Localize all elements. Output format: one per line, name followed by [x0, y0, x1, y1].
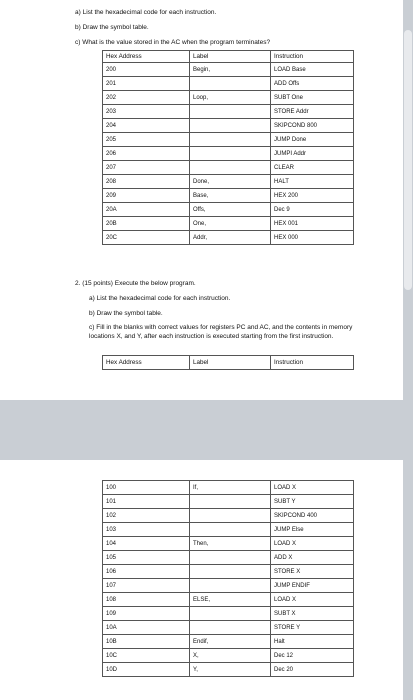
table-row	[103, 189, 354, 203]
table-row	[103, 537, 354, 551]
instruction-cell: SUBT One	[271, 91, 354, 105]
table-row	[103, 203, 354, 217]
instruction-cell: Dec 12	[271, 649, 354, 663]
label-cell: Done,	[190, 175, 271, 189]
hex-address-cell: 109	[103, 607, 190, 621]
label-cell	[190, 495, 271, 509]
instruction-cell: Dec 9	[271, 203, 354, 217]
q2-header-row	[103, 356, 354, 370]
col-instruction: Instruction	[271, 356, 354, 370]
hex-address-cell: 201	[103, 77, 190, 91]
col-hex-address: Hex Address	[103, 356, 190, 370]
table-row	[103, 649, 354, 663]
label-cell: Endif,	[190, 635, 271, 649]
label-cell: Loop,	[190, 91, 271, 105]
label-cell: ELSE,	[190, 593, 271, 607]
hex-address-cell: 10C	[103, 649, 190, 663]
table-row	[103, 231, 354, 245]
table-row	[103, 523, 354, 537]
label-cell	[190, 147, 271, 161]
q1-item-a: a) List the hexadecimal code for each instruction.	[75, 9, 217, 16]
label-cell	[190, 161, 271, 175]
table-row	[103, 175, 354, 189]
label-cell: Base,	[190, 189, 271, 203]
instruction-cell: ADD X	[271, 551, 354, 565]
hex-address-cell: 202	[103, 91, 190, 105]
hex-address-cell: 209	[103, 189, 190, 203]
q2-header-table	[102, 355, 354, 370]
hex-address-cell: 205	[103, 133, 190, 147]
instruction-cell: LOAD X	[271, 537, 354, 551]
hex-address-cell: 103	[103, 523, 190, 537]
hex-address-cell: 100	[103, 481, 190, 495]
instruction-cell: CLEAR	[271, 161, 354, 175]
label-cell: X,	[190, 649, 271, 663]
table-row	[103, 551, 354, 565]
label-cell	[190, 119, 271, 133]
label-cell	[190, 607, 271, 621]
instruction-cell: STORE X	[271, 565, 354, 579]
col-label: Label	[190, 356, 271, 370]
table-row	[103, 621, 354, 635]
hex-address-cell: 104	[103, 537, 190, 551]
instruction-cell: SKIPCOND 400	[271, 509, 354, 523]
instruction-cell: JUMP ENDIF	[271, 579, 354, 593]
hex-address-cell: 101	[103, 495, 190, 509]
label-cell	[190, 551, 271, 565]
label-cell	[190, 509, 271, 523]
hex-address-cell: 20B	[103, 217, 190, 231]
table-row	[103, 217, 354, 231]
hex-address-cell: 108	[103, 593, 190, 607]
table-row	[103, 635, 354, 649]
q1-item-c: c) What is the value stored in the AC when the program terminates?	[75, 39, 271, 46]
table-row	[103, 147, 354, 161]
table-row	[103, 663, 354, 677]
instruction-cell: JUMPI Addr	[271, 147, 354, 161]
col-hex-address: Hex Address	[103, 51, 190, 63]
q2-item-b: b) Draw the symbol table.	[89, 310, 163, 317]
label-cell: One,	[190, 217, 271, 231]
hex-address-cell: 204	[103, 119, 190, 133]
table-row	[103, 481, 354, 495]
label-cell	[190, 621, 271, 635]
q1-item-b: b) Draw the symbol table.	[75, 24, 149, 31]
label-cell	[190, 77, 271, 91]
label-cell: Addr,	[190, 231, 271, 245]
instruction-cell: LOAD Base	[271, 63, 354, 77]
hex-address-cell: 10A	[103, 621, 190, 635]
table-row	[103, 495, 354, 509]
table-row	[103, 77, 354, 91]
q1-table	[102, 50, 354, 245]
document-page-2	[0, 460, 403, 700]
page-separator	[0, 400, 413, 460]
label-cell: Y,	[190, 663, 271, 677]
q2-item-a: a) List the hexadecimal code for each instruction.	[89, 295, 231, 302]
instruction-cell: LOAD X	[271, 593, 354, 607]
scrollbar[interactable]	[403, 0, 413, 700]
table-row	[103, 91, 354, 105]
instruction-cell: Dec 20	[271, 663, 354, 677]
hex-address-cell: 10B	[103, 635, 190, 649]
col-label: Label	[190, 51, 271, 63]
hex-address-cell: 200	[103, 63, 190, 77]
hex-address-cell: 10D	[103, 663, 190, 677]
table-row	[103, 105, 354, 119]
hex-address-cell: 20A	[103, 203, 190, 217]
label-cell	[190, 579, 271, 593]
hex-address-cell: 207	[103, 161, 190, 175]
hex-address-cell: 102	[103, 509, 190, 523]
instruction-cell: Halt	[271, 635, 354, 649]
table-row	[103, 63, 354, 77]
instruction-cell: JUMP Else	[271, 523, 354, 537]
label-cell	[190, 523, 271, 537]
instruction-cell: ADD Offs	[271, 77, 354, 91]
label-cell: Begin,	[190, 63, 271, 77]
q1-table-header	[103, 51, 354, 63]
label-cell: Then,	[190, 537, 271, 551]
instruction-cell: LOAD X	[271, 481, 354, 495]
table-row	[103, 565, 354, 579]
hex-address-cell: 206	[103, 147, 190, 161]
instruction-cell: HEX 200	[271, 189, 354, 203]
table-row	[103, 593, 354, 607]
hex-address-cell: 203	[103, 105, 190, 119]
instruction-cell: SKIPCOND 800	[271, 119, 354, 133]
instruction-cell: HEX 001	[271, 217, 354, 231]
table-row	[103, 607, 354, 621]
label-cell: Offs,	[190, 203, 271, 217]
label-cell	[190, 133, 271, 147]
scrollbar-thumb[interactable]	[404, 30, 412, 290]
label-cell: If,	[190, 481, 271, 495]
label-cell	[190, 565, 271, 579]
table-row	[103, 579, 354, 593]
instruction-cell: STORE Y	[271, 621, 354, 635]
hex-address-cell: 208	[103, 175, 190, 189]
hex-address-cell: 107	[103, 579, 190, 593]
q2-table	[102, 480, 354, 677]
instruction-cell: STORE Addr	[271, 105, 354, 119]
hex-address-cell: 106	[103, 565, 190, 579]
instruction-cell: JUMP Done	[271, 133, 354, 147]
instruction-cell: SUBT Y	[271, 495, 354, 509]
col-instruction: Instruction	[271, 51, 354, 63]
table-row	[103, 161, 354, 175]
table-row	[103, 509, 354, 523]
label-cell	[190, 105, 271, 119]
instruction-cell: SUBT X	[271, 607, 354, 621]
q2-heading: 2. (15 points) Execute the below program.	[75, 280, 196, 287]
hex-address-cell: 20C	[103, 231, 190, 245]
instruction-cell: HALT	[271, 175, 354, 189]
instruction-cell: HEX 000	[271, 231, 354, 245]
table-row	[103, 133, 354, 147]
q2-item-c: c) Fill in the blanks with correct values for registers PC and AC, and the contents in memory locations X, and Y, after each instruction is executed starting from the first instruction.	[89, 324, 353, 340]
hex-address-cell: 105	[103, 551, 190, 565]
table-row	[103, 119, 354, 133]
